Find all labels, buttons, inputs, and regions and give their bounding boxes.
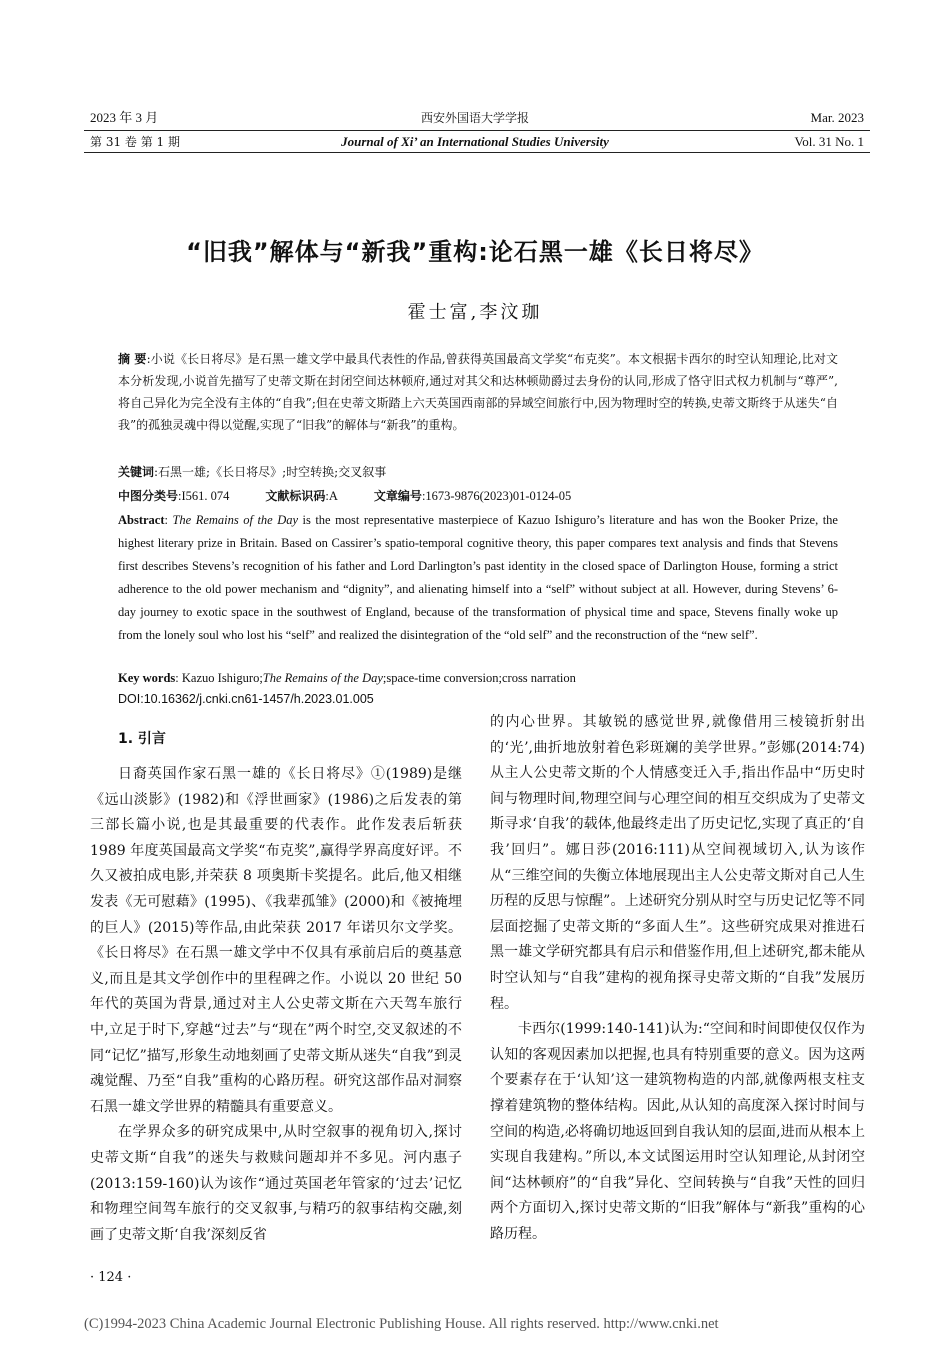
header-volume-cn: 第 31 卷 第 1 期 bbox=[90, 135, 180, 149]
body-right-column bbox=[490, 710, 865, 1247]
header-journal-cn: 西安外国语大学学报 bbox=[420, 111, 529, 125]
clc-label: 中图分类号 bbox=[118, 489, 179, 503]
abstract-cn-text: :小说《长日将尽》是石黑一雄文学中最具代表性的作品,曾获得英国最高文学奖“布克奖”。本文根据卡西尔的时空认知理论,比对文本分析发现,小说首先描写了史蒂文斯在封闭空间达林顿府,通过对其父和达林顿勋爵过去身份的认同,形成了恪守旧式权力机制与“尊严”,将自己异化为完全没有主体的“自我”;但在史蒂文斯踏上六天英国西南部的异域空间旅行中,因为物理时空的转换,史蒂文斯终于从迷失“自我”的孤独灵魂中得以觉醒,实现了“旧我”的解体与“新我”的重构。 bbox=[118, 352, 838, 432]
abstract-cn bbox=[118, 348, 838, 436]
abstract-en-label: Abstract bbox=[118, 513, 165, 527]
article-authors: 霍士富,李汶珈 bbox=[407, 302, 543, 323]
header-journal-en: Journal of Xi’ an International Studies University bbox=[341, 134, 609, 149]
doc-code-label: 文献标识码 bbox=[265, 489, 326, 503]
abstract-en bbox=[118, 509, 838, 647]
keywords-en-k1: Kazuo Ishiguro; bbox=[181, 671, 263, 685]
classification-row bbox=[118, 487, 571, 505]
keywords-en-sep: : bbox=[175, 671, 179, 685]
header-rule-bottom bbox=[84, 152, 870, 153]
abstract-en-book-title: The Remains of the Day bbox=[172, 513, 299, 527]
body-right-paragraph-2: 卡西尔(1999:140-141)认为:“空间和时间即使仅仅作为认知的客观因素加以把握,也具有特别重要的意义。因为这两个要素存在于‘认知’这一建筑物构造的内部,就像两根支柱支撑着建筑物的整体结构。因此,从认知的高度深入探讨时间与空间的构造,必将确切地返回到自我认知的层面,进而从根本上实现自我建构。”所以,本文试图运用时空认知理论,从封闭空间“达林顿府”的“自我”异化、空间转换与“自我”天性的回归两个方面切入,探讨史蒂文斯的“旧我”解体与“新我”重构的心路历程。 bbox=[490, 1021, 865, 1242]
body-left-column bbox=[90, 762, 462, 1248]
article-no-label: 文章编号 bbox=[373, 489, 422, 503]
header-date-cn: 2023 年 3 月 bbox=[90, 110, 159, 125]
header-volume-en: Vol. 31 No. 1 bbox=[794, 134, 864, 149]
section-heading-intro: 1. 引言 bbox=[118, 731, 166, 747]
abstract-cn-label: 摘 要 bbox=[118, 352, 147, 366]
keywords-cn-text: :石黑一雄;《长日将尽》;时空转换;交叉叙事 bbox=[154, 465, 387, 479]
copyright-footer: (C)1994-2023 China Academic Journal Electronic Publishing House. All rights reserved. http://www.cnki.net bbox=[84, 1316, 719, 1332]
doi: DOI:10.16362/j.cnki.cn61-1457/h.2023.01.005 bbox=[118, 692, 374, 706]
abstract-en-text: is the most representative masterpiece of Kazuo Ishiguro’s literature and has won the Booker Prize, the highest literary prize in Britain. Based on Cassirer’s spatio-temporal cognitive theory, this paper compares text analysis and finds that Stevens first describes Stevens’s recognition of his father and Lord Darlington’s past identity in the closed space of Darlington House, forming a strict adherence to the old power mechanism and “dignity”, and alienating himself into a “self” without subject at all. However, during Stevens’ 6-day journey to exotic space in the southwest of England, because of the transformation of physical time and space, Stevens finally woke up from the lonely soul who lost his “self” and realized the disintegration of the “old self” and the reconstruction of the “new self”. bbox=[118, 513, 838, 642]
keywords-en-k3: ;space-time conversion;cross narration bbox=[382, 671, 576, 685]
page-number: · 124 · bbox=[90, 1270, 132, 1285]
header-date-en: Mar. 2023 bbox=[810, 110, 864, 125]
body-left-paragraph-2: 在学界众多的研究成果中,从时空叙事的视角切入,探讨史蒂文斯“自我”的迷失与救赎问题却并不多见。河内惠子(2013:159-160)认为该作“通过英国老年管家的‘过去’记忆和物理空间驾车旅行的交叉叙事,与精巧的叙事结构交融,刻画了史蒂文斯‘自我’深刻反省 bbox=[90, 1124, 462, 1243]
body-left-paragraph-1: 日裔英国作家石黑一雄的《长日将尽》①(1989)是继《远山淡影》(1982)和《浮世画家》(1986)之后发表的第三部长篇小说,也是其最重要的代表作。此作发表后斩获 1989 年度英国最高文学奖“布克奖”,赢得学界高度好评。不久又被拍成电影,并荣获 8 项奥斯卡奖提名。此后,他又相继发表《无可慰藉》(1995)、《我辈孤雏》(2000)和《被掩埋的巨人》(2015)等作品,由此荣获 2017 年诺贝尔文学奖。《长日将尽》在石黑一雄文学中不仅具有承前启后的奠基意义,而且是其文学创作中的里程碑之作。小说以 20 世纪 50 年代的英国为背景,通过对主人公史蒂文斯在六天驾车旅行中,立足于时下,穿越“过去”与“现在”两个时空,交叉叙述的不同“记忆”描写,形象生动地刻画了史蒂文斯从迷失“自我”到灵魂觉醒、乃至“自我”重构的心路历程。研究这部作品对洞察石黑一雄文学世界的精髓具有重要意义。 bbox=[90, 766, 462, 1115]
keywords-cn bbox=[118, 461, 838, 483]
keywords-en bbox=[118, 667, 838, 690]
article-title: “旧我”解体与“新我”重构:论石黑一雄《长日将尽》 bbox=[186, 238, 764, 266]
doc-code-value: :A bbox=[325, 489, 338, 503]
keywords-cn-label: 关键词 bbox=[118, 465, 155, 479]
body-right-paragraph-1: 的内心世界。其敏锐的感觉世界,就像借用三棱镜折射出的‘光’,曲折地放射着色彩斑斓的美学世界。”彭娜(2014:74)从主人公史蒂文斯的个人情感变迁入手,指出作品中“历史时间与物理时间,物理空间与心理空间的相互交织成为了史蒂文斯寻求‘自我’的载体,他最终走出了历史记忆,实现了真正的‘自我’回归”。娜日莎(2016:111)从空间视域切入,认为该作从“三维空间的失衡立体地展现出主人公史蒂文斯对自己人生历程的反思与惊醒”。上述研究分别从时空与历史记忆等不同层面挖掘了史蒂文斯的“多面人生”。这些研究成果对推进石黑一雄文学研究都具有启示和借鉴作用,但上述研究,都未能从时空认知与“自我”建构的视角探寻史蒂文斯的“自我”发展历程。 bbox=[490, 714, 865, 1012]
article-no-value: :1673-9876(2023)01-0124-05 bbox=[421, 489, 572, 503]
abstract-en-sep: : bbox=[164, 513, 168, 527]
keywords-en-k2: The Remains of the Day bbox=[262, 671, 383, 685]
header-rule-top bbox=[84, 130, 870, 131]
clc-value: :I561. 074 bbox=[178, 489, 230, 503]
keywords-en-label: Key words bbox=[118, 671, 176, 685]
